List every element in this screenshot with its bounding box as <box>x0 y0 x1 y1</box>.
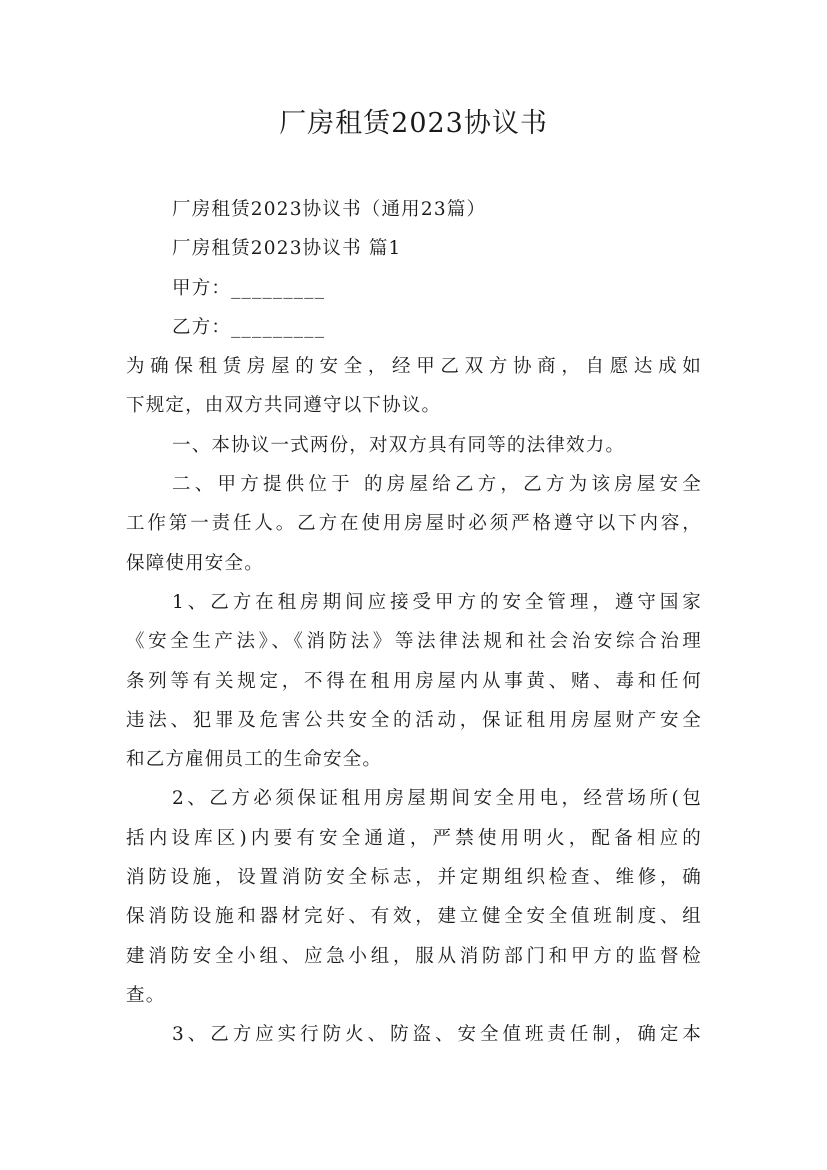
section-heading: 厂房租赁2023协议书 篇1 <box>172 238 402 260</box>
paragraph-line: 违法、犯罪及危害公共安全的活动，保证租用房屋财产安全 <box>126 709 702 731</box>
paragraph-line: 下规定，由双方共同遵守以下协议。 <box>126 395 442 417</box>
paragraph-line: 3、乙方应实行防火、防盗、安全值班责任制，确定本 <box>172 1024 702 1046</box>
paragraph-line: 消防设施，设置消防安全标志，并定期组织检查、维修，确 <box>126 867 702 889</box>
paragraph-line: 保消防设施和器材完好、有效，建立健全安全值班制度、组 <box>126 906 702 928</box>
paragraph-line: 1、乙方在租房期间应接受甲方的安全管理，遵守国家 <box>172 591 702 613</box>
paragraph-line: 条列等有关规定，不得在租用房屋内从事黄、赌、毒和任何 <box>126 670 702 692</box>
document-title: 厂房租赁2023协议书 <box>279 108 548 139</box>
paragraph-line: 查。 <box>126 984 166 1006</box>
subtitle-line: 厂房租赁2023协议书（通用23篇） <box>172 199 487 220</box>
document-body <box>126 190 702 1055</box>
paragraph-line: 二、甲方提供位于 的房屋给乙方，乙方为该房屋安全 <box>172 474 702 496</box>
party-a-line: 甲方：_________ <box>172 277 326 299</box>
paragraph-line: 和乙方雇佣员工的生命安全。 <box>126 749 383 771</box>
paragraph-line: 《安全生产法》、《消防法》等法律法规和社会治安综合治理 <box>126 631 702 653</box>
paragraph-line: 括内设库区)内要有安全通道，严禁使用明火，配备相应的 <box>126 827 702 849</box>
paragraph-line: 工作第一责任人。乙方在使用房屋时必须严格遵守以下内容， <box>126 513 702 535</box>
party-b-line: 乙方：_________ <box>172 316 326 338</box>
paragraph-line: 为确保租赁房屋的安全，经甲乙双方协商，自愿达成如 <box>126 356 702 378</box>
paragraph-line: 2、乙方必须保证租用房屋期间安全用电，经营场所(包 <box>172 788 702 810</box>
paragraph-line: 保障使用安全。 <box>126 552 264 574</box>
paragraph-line: 建消防安全小组、应急小组，服从消防部门和甲方的监督检 <box>126 945 702 967</box>
paragraph-line: 一、本协议一式两份，对双方具有同等的法律效力。 <box>172 434 626 456</box>
